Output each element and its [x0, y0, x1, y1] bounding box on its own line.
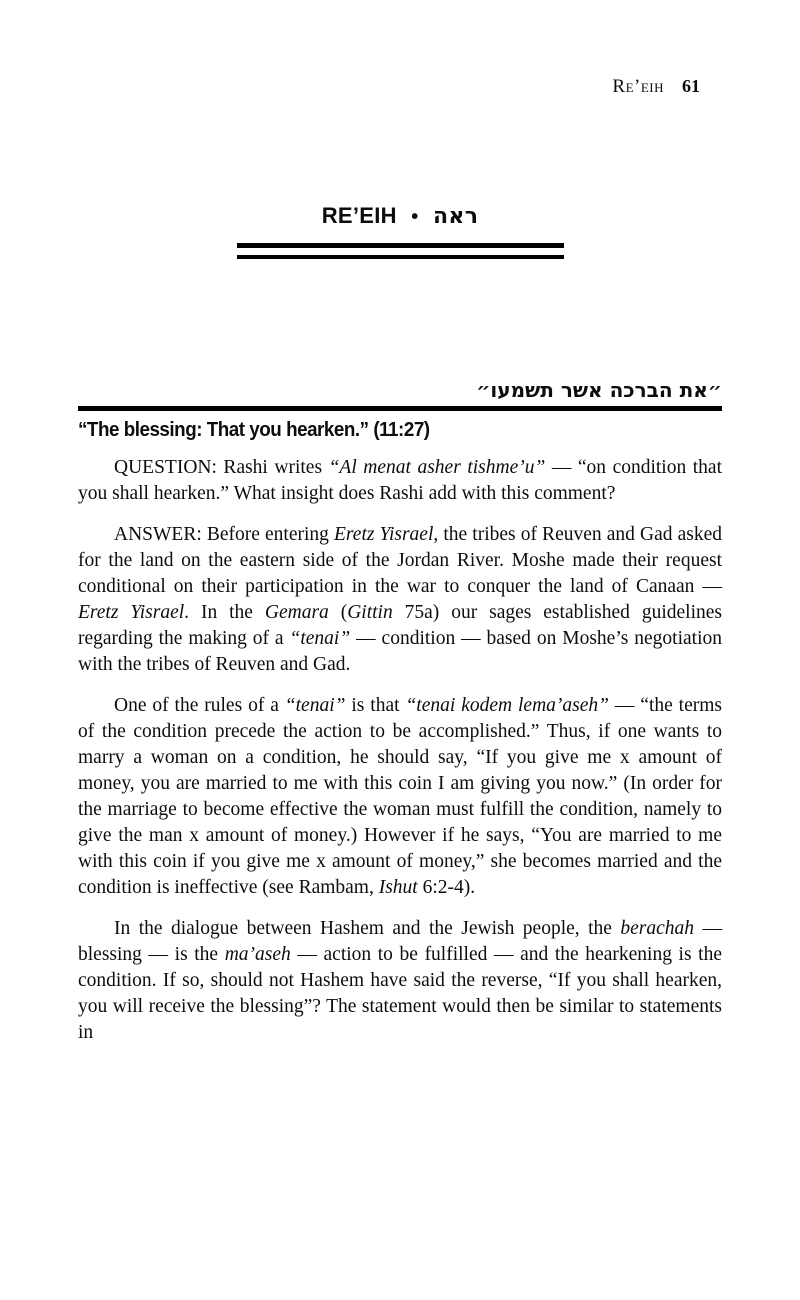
running-header-section-title: Re’eih — [612, 76, 664, 97]
bullet-separator-icon: • — [411, 206, 419, 228]
text-segment: One of the rules of a — [114, 695, 285, 716]
text-segment: is that — [345, 695, 406, 716]
text-segment: ANSWER: Before entering — [114, 524, 335, 545]
chapter-title-english: RE’EIH — [321, 203, 397, 228]
text-segment: 75a) our sages established guidelines regarding the making of a — [78, 602, 722, 649]
double-rule-bottom-line — [237, 255, 564, 259]
italic-text-segment: Ishut — [378, 877, 418, 898]
italic-text-segment: Eretz Yisrael — [78, 602, 185, 623]
text-segment: QUESTION: Rashi writes — [114, 457, 329, 478]
text-segment: In the dialogue between Hashem and the Jewish people, the — [114, 918, 621, 939]
heading-rule-bar — [78, 406, 722, 411]
page-number: 61 — [682, 76, 700, 96]
verse-heading: “The blessing: That you hearken.” (11:27) — [78, 419, 430, 441]
italic-text-segment: Gittin — [347, 602, 393, 623]
chapter-title — [78, 202, 722, 231]
paragraph — [78, 455, 722, 507]
text-segment: , the tribes of Reuven and Gad asked for the land on the eastern side of the Jordan River. Moshe made their request conditional on their participation in the war to conquer the land of Canaan — — [78, 524, 722, 597]
italic-text-segment: Gemara — [264, 602, 329, 623]
text-segment: — action to be fulfilled — and the hearkening is the condition. If so, should not Hashem have said the reverse, “If you shall hearken, you will receive the blessing”? The statement would then be similar to statements in — [78, 944, 722, 1043]
chapter-title-hebrew: ראה — [433, 204, 479, 229]
italic-text-segment: “tenai” — [289, 628, 351, 649]
text-segment: . In the — [184, 602, 265, 623]
italic-text-segment: berachah — [620, 918, 695, 939]
italic-text-segment: Eretz Yisrael — [334, 524, 434, 545]
text-segment: ( — [328, 602, 348, 623]
text-segment: — condition — based on Moshe’s negotiation with the tribes of Reuven and Gad. — [78, 628, 722, 675]
text-segment: — “the terms of the condition precede the action to be accomplished.” Thus, if one wants to marry a woman on a condition, he should say, “If you give me x amount of money, you are married to me with this coin I am giving you now.” (In order for the marriage to become effective the woman must fulfill the condition, namely to give the man x amount of money.) However if he says, “You are married to me with this coin if you give me x amount of money,” she becomes married and the condition is ineffective (see Rambam, — [78, 695, 723, 898]
text-segment: — “on condition that you shall hearken.” What insight does Rashi add with this comment? — [78, 457, 722, 504]
italic-text-segment: ma’aseh — [224, 944, 291, 965]
italic-text-segment: “Al menat asher tishme’u” — [328, 457, 546, 478]
italic-text-segment: “tenai” — [284, 695, 346, 716]
running-header — [78, 76, 722, 98]
italic-text-segment: “tenai kodem lema’aseh” — [405, 695, 609, 716]
verse-hebrew-heading: ״את הברכה אשר תשמעו״ — [476, 378, 722, 402]
body-text — [78, 455, 722, 1046]
text-segment: — blessing — is the — [78, 918, 723, 965]
paragraph — [78, 916, 722, 1046]
text-segment: 6:2-4). — [417, 877, 476, 898]
double-rule-gap — [237, 248, 564, 255]
paragraph — [78, 693, 722, 901]
paragraph — [78, 522, 722, 678]
double-rule — [237, 243, 564, 259]
